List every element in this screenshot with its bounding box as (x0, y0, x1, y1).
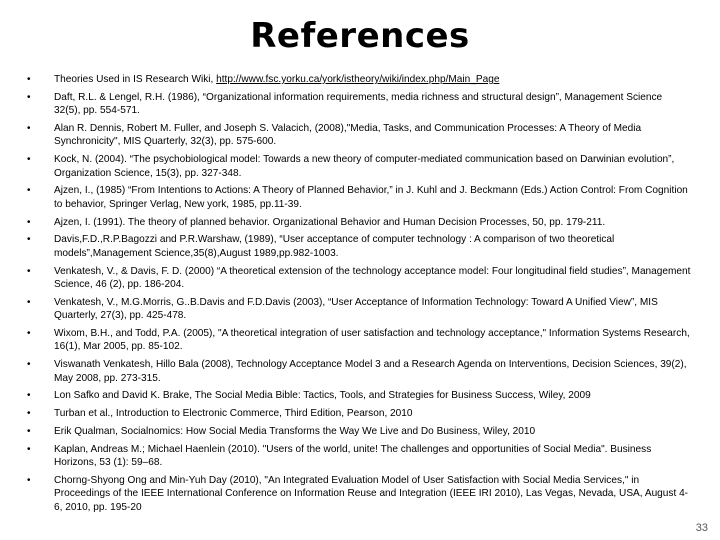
reference-item (25, 216, 691, 229)
reference-text (54, 297, 658, 321)
reference-text (54, 217, 605, 228)
reference-body: Lon Safko and David K. Brake, The Social Media Bible: Tactics, Tools, and Strategies for Business Success, Wiley, 2009 (54, 390, 591, 402)
reference-body: Kock, N. (2004). “The psychobiological model: Towards a new theory of computer-mediated communication based on Darwinian evolution”, Organization Science, 15(3), pp. 327-348. (54, 154, 675, 179)
reference-item (25, 265, 691, 292)
reference-text (54, 123, 641, 147)
reference-list (25, 73, 691, 519)
reference-item (25, 73, 691, 86)
reference-item (25, 153, 691, 180)
reference-item (25, 184, 691, 211)
reference-text (54, 266, 690, 290)
reference-body: Davis,F.D.,R.P.Bagozzi and P.R.Warshaw, (1989), “User acceptance of computer technology : A comparison of two theoretical models”,Management Science,35(8),August 1989,pp.982-1003. (54, 234, 615, 259)
reference-body: Wixom, B.H., and Todd, P.A. (2005), "A theoretical integration of user satisfaction and technology acceptance," Information Systems Research, 16(1), Mar 2005, pp. 85-102. (54, 328, 690, 353)
reference-text (54, 390, 591, 401)
reference-item (25, 407, 691, 420)
reference-text (54, 154, 674, 178)
reference-body: Daft, R.L. & Lengel, R.H. (1986), “Organizational information requirements, media richness and structural design”, Management Science 32(5), pp. 554-571. (54, 91, 663, 117)
reference-body: Theories Used in IS Research Wiki, (54, 74, 217, 85)
reference-body: Viswanath Venkatesh, Hillo Bala (2008), Technology Acceptance Model 3 and a Research Agenda on Interventions, Decision Sciences, 39(2), May 2008, pp. 273-315. (54, 359, 687, 384)
reference-body: Venkatesh, V., & Davis, F. D. (2000) “A theoretical extension of the technology acceptance model: Four longitudinal field studies”, Management Science, 46 (2), pp. 186-204. (54, 265, 691, 291)
reference-item (25, 327, 691, 354)
reference-text (54, 359, 687, 383)
reference-text (54, 185, 688, 209)
reference-body: Chorng-Shyong Ong and Min-Yuh Day (2010), "An Integrated Evaluation Model of User Satisfaction with Social Media Services," in Proceedings of the IEEE International Conference on Information Reuse and Integration (IEEE IRI 2010), Las Vegas, Nevada, USA, August 4-6, 2010, pp. 195-20 (54, 475, 689, 513)
reference-text (54, 475, 688, 513)
reference-item (25, 474, 691, 514)
reference-item (25, 425, 691, 438)
reference-text (54, 328, 690, 352)
reference-item (25, 122, 691, 149)
reference-item (25, 233, 691, 260)
reference-text (54, 408, 413, 419)
reference-text (54, 74, 499, 85)
reference-body: Kaplan, Andreas M.; Michael Haenlein (2010). "Users of the world, unite! The challenges and opportunities of Social Media". Business Horizons, 53 (1): 59–68. (54, 443, 652, 469)
reference-item (25, 296, 691, 323)
reference-body: Turban et al., Introduction to Electronic Commerce, Third Edition, Pearson, 2010 (54, 408, 413, 420)
reference-text (54, 426, 535, 437)
page-number: 33 (695, 522, 708, 534)
reference-text (54, 234, 614, 258)
reference-item (25, 443, 691, 470)
reference-item (25, 389, 691, 402)
reference-body: Ajzen, I., (1985) “From Intentions to Actions: A Theory of Planned Behavior,” in J. Kuhl and J. Beckmann (Eds.) Action Control: From Cognition to behavior, Springer Verlag, New york, 1985, pp.11-39. (54, 185, 688, 210)
reference-body: Erik Qualman, Socialnomics: How Social Media Transforms the Way We Live and Do Business, Wiley, 2010 (54, 426, 536, 438)
reference-body: Venkatesh, V., M.G.Morris, G..B.Davis and F.D.Davis (2003), “User Acceptance of Information Technology: Toward A Unified View”, MIS Quarterly, 27(3), pp. 425-478. (54, 296, 658, 322)
reference-text (54, 92, 662, 116)
reference-body: Alan R. Dennis, Robert M. Fuller, and Joseph S. Valacich, (2008),"Media, Tasks, and Communication Processes: A Theory of Media Synchronicity", MIS Quarterly, 32(3), pp. 575-600. (54, 123, 642, 148)
reference-item (25, 91, 691, 118)
reference-item (25, 358, 691, 385)
reference-text (54, 444, 651, 468)
reference-link[interactable]: http://www.fsc.yorku.ca/york/istheory/wiki/index.php/Main_Page (216, 74, 500, 85)
reference-body: Ajzen, I. (1991). The theory of planned behavior. Organizational Behavior and Human Decision Processes, 50, pp. 179-211. (54, 216, 606, 228)
page-title: References (250, 16, 470, 56)
